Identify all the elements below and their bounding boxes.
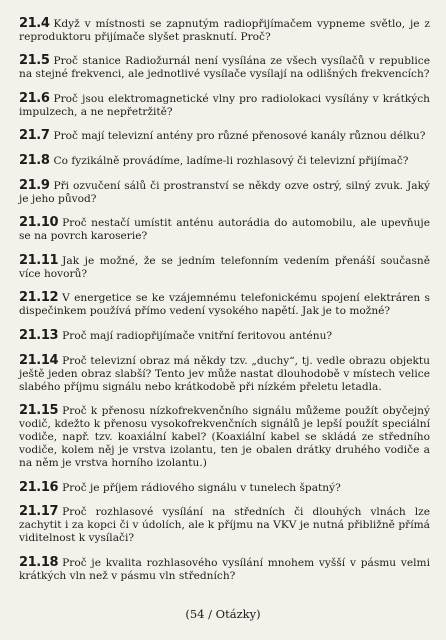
question-item	[19, 179, 430, 206]
question-item	[19, 556, 430, 583]
question-number: 21.14	[19, 352, 59, 368]
question-item	[19, 54, 430, 81]
page-footer: (54 / Otázky)	[185, 607, 261, 621]
question-number: 21.16	[19, 479, 59, 495]
question-text: Proč mají televizní antény pro různé přenosové kanály různou délku?	[53, 130, 426, 143]
question-text: Proč jsou elektromagnetické vlny pro radiolokaci vysílány v krátkých impulzech, a ne nepřetržitě?	[19, 92, 430, 118]
question-text: Proč televizní obraz má někdy tzv. „duchy“, tj. vedle obrazu objektu ještě jeden obraz slabší? Tento jev může nastat dlouhodobě v místech velice slabého příjmu signálu nebo krátkodobě při nízkém přeletu letadla.	[19, 354, 430, 393]
question-text: Proč nestačí umístit anténu autorádia do automobilu, ale upevňuje se na povrch karoserie?	[19, 217, 430, 243]
question-number: 21.7	[19, 128, 50, 144]
question-text: Proč mají radiopřijímače vnitřní feritovou anténu?	[62, 329, 333, 342]
question-item	[19, 505, 430, 545]
question-number: 21.5	[19, 53, 50, 69]
question-number: 21.10	[19, 215, 59, 231]
question-number: 21.6	[19, 90, 50, 106]
question-item	[19, 481, 430, 495]
question-number: 21.9	[19, 177, 50, 193]
question-number: 21.18	[19, 554, 59, 570]
question-item	[19, 291, 430, 318]
question-text: Proč k přenosu nízkofrekvenčního signálu můžeme použít obyčejný vodič, kdežto k přenosu vysokofrekvenčních signálů je lepší použít speciální vodiče, např. tzv. koaxiální kabel? (Koaxiální kabel se skládá ze středního vodiče, kolem něj je vrstva izolantu, ten je obalen drátky druhého vodiče a na něm je vrstva horního izolantu.)	[19, 405, 430, 470]
question-item	[19, 404, 430, 470]
question-item	[19, 254, 430, 281]
question-number: 21.4	[19, 15, 50, 31]
question-text: V energetice se ke vzájemnému telefonickému spojení elektráren s dispečinkem používá přímo vedení vysokého napětí. Jak je to možné?	[19, 292, 430, 318]
question-text: Při ozvučení sálů či prostranství se někdy ozve ostrý, silný zvuk. Jaký je jeho původ?	[19, 179, 430, 205]
question-item	[19, 154, 430, 168]
question-text: Co fyzikálně provádíme, ladíme-li rozhlasový či televizní přijímač?	[53, 154, 409, 167]
question-item	[19, 92, 430, 119]
question-number: 21.17	[19, 504, 59, 520]
question-item	[19, 354, 430, 394]
question-text: Proč stanice Radiožurnál není vysílána ze všech vysílačů v republice na stejné frekvenci, ale jednotlivé vysílače vysílají na odlišných frekvencích?	[19, 55, 430, 81]
question-number: 21.15	[19, 403, 59, 419]
question-item	[19, 129, 430, 143]
question-text: Když v místnosti se zapnutým radiopřijímačem vypneme světlo, je z reproduktoru přijímače slyšet prasknutí. Proč?	[19, 17, 430, 43]
question-item	[19, 329, 430, 343]
question-number: 21.13	[19, 327, 59, 343]
question-number: 21.12	[19, 290, 59, 306]
question-item	[19, 216, 430, 243]
question-number: 21.11	[19, 252, 59, 268]
question-number: 21.8	[19, 152, 50, 168]
question-text: Jak je možné, že se jedním telefonním vedením přenáší současně více hovorů?	[19, 254, 430, 280]
question-text: Proč je kvalita rozhlasového vysílání mnohem vyšší v pásmu velmi krátkých vln než v pásmu vln středních?	[19, 556, 430, 582]
question-item	[19, 17, 430, 44]
question-text: Proč rozhlasové vysílání na středních či dlouhých vlnách lze zachytit i za kopci či v údolích, ale k příjmu na VKV je nutná přibližně přímá viditelnost k vysílači?	[19, 506, 430, 545]
question-text: Proč je příjem rádiového signálu v tunelech špatný?	[62, 481, 341, 494]
